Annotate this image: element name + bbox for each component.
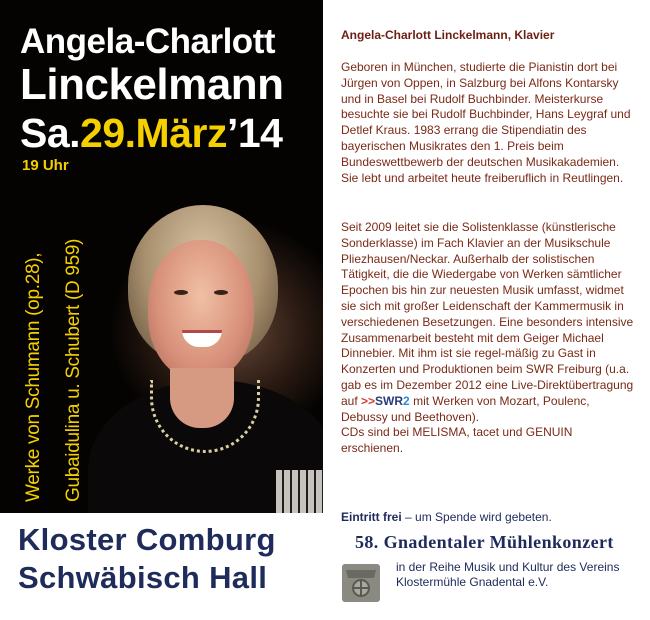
works-line-2: Gubaidulina u. Schubert (D 959) [63,238,84,502]
entry-donation: – um Spende wird gebeten. [401,510,552,524]
venue-line-1: Kloster Comburg [18,522,276,557]
date-suffix: ’14 [226,110,283,156]
poster-panel [0,0,323,513]
concert-time: 19 Uhr [22,157,69,174]
concert-date [20,110,282,157]
bio-paragraph-2 [341,220,636,457]
swr-number: 2 [403,393,410,408]
entry-free: Eintritt frei [341,510,402,524]
bio-paragraph-2-works: mit Werken von Mozart, Poulenc, Debussy und Beethoven). [341,393,590,424]
performer-first-name: Angela-Charlott [20,22,275,61]
bio-paragraph-2-cds: CDs sind bei MELISMA, tacet und GENUIN erschienen. [341,425,573,456]
association-note: in der Reihe Musik und Kultur des Vereins Klostermühle Gnadental e.V. [396,560,620,589]
swr-letters: SWR [375,393,404,408]
emblem-ridge [346,570,376,578]
bio-paragraph-1: Geboren in München, studierte die Pianistin dort bei Jürgen von Oppen, in Salzburg bei Alfons Kontarsky und in Basel bei Rudolf Buchbinder. Meisterkurse besuchte sie bei Rudolf Buchbinder, Hans Leygraf und Detlef Kraus. 1983 errang die Stipendiatin des bayerischen Musikrates den 1. Preis beim Bundeswettbewerb der deutschen Musikakademien. Sie lebt und arbeitet heute freiberuflich in Reutlingen. [341,60,631,185]
date-prefix: Sa. [20,110,81,156]
portrait-eye-right [214,290,228,295]
portrait-face [148,240,254,380]
bio-paragraph-2-text: Seit 2009 leitet sie die Solistenklasse (künstlerische Sonderklasse) im Fach Klavier an der Musikschule Pliezhausen/Neckar. Außerhalb der solistischen Tätigkeit, die die Wiedergabe von Werken sämtlicher Epochen bis hin zur neuesten Musik umfasst, widmet sie sich mit großer Leidenschaft der Kammermusik in verschiedenen Besetzungen. Eine besonders intensive Zusammenarbeit besteht mit dem Geiger Michael Dinnebier. Mit ihm ist sie regel-mäßig zu Gast in Konzerten und Produktionen beim SWR Freiburg (u.a. gab es im Dezember 2012 eine Live-Direktübertragung auf [341,220,634,408]
bio-title: Angela-Charlott Linckelmann, Klavier [341,28,555,42]
venue-line-2: Schwäbisch Hall [18,560,268,595]
performer-last-name: Linckelmann [20,60,284,109]
swr2-logo [361,394,410,408]
mill-emblem-icon [340,560,382,606]
concert-series-title: 58. Gnadentaler Mühlenkonzert [355,532,614,552]
piano-keys [276,470,323,513]
swr-arrows-icon: >> [361,393,376,408]
date-highlight: 29.März [80,110,227,156]
portrait-eye-left [174,290,188,295]
entry-note [341,510,552,524]
works-line-1: Werke von Schumann (op.28), [23,252,44,502]
